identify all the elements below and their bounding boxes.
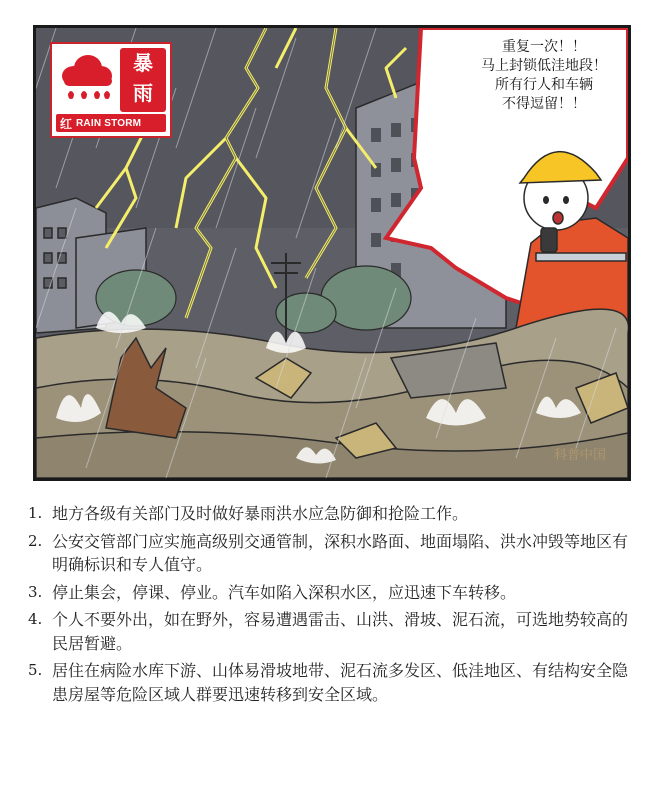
list-item-number: 1. (28, 504, 43, 522)
speech-line-3: 所有行人和车辆 (495, 77, 593, 93)
warning-label: RAIN STORM (76, 117, 142, 129)
list-item (28, 502, 632, 526)
list-item-number: 3. (28, 582, 43, 601)
speech-line-4: 不得逗留！！ (502, 96, 586, 112)
list-item (28, 530, 632, 577)
speech-line-1: 重复一次！！ (502, 39, 586, 55)
warning-level: 红 (59, 116, 72, 131)
comic-panel (33, 25, 631, 481)
cloud-rain-icon (56, 48, 116, 112)
list-item-text: 个人不要外出，如在野外，容易遭遇雷击、山洪、滑坡、泥石流，可选地势较高的民居暂避。 (52, 610, 629, 653)
speech-text (454, 38, 631, 114)
list-item-text: 地方各级有关部门及时做好暴雨洪水应急防御和抢险工作。 (52, 504, 469, 523)
warning-char-bottom: 雨 (133, 81, 153, 105)
safety-advice-list (28, 502, 632, 710)
list-item (28, 581, 632, 605)
warning-level-bar (56, 114, 166, 132)
list-item (28, 608, 632, 655)
warning-char-top: 暴 (133, 51, 153, 75)
list-item-number: 2. (28, 531, 43, 550)
list-item-text: 公安交管部门应实施高级别交通管制，深积水路面、地面塌陷、洪水冲毁等地区有明确标识和专人值守。 (52, 531, 629, 574)
watermark: 科普中国 (554, 448, 607, 463)
list-item-text: 居住在病险水库下游、山体易滑坡地带、泥石流多发区、低洼地区、有结构安全隐患房屋等危险区域人群要迅速转移到安全区域。 (52, 661, 629, 704)
list-item-number: 5. (28, 661, 43, 679)
rainstorm-warning-badge (50, 42, 172, 138)
speech-line-2: 马上封锁低洼地段！ (481, 58, 607, 74)
list-item (28, 659, 632, 706)
warning-title (120, 48, 166, 112)
list-item-number: 4. (28, 610, 43, 628)
list-item-text: 停止集会，停课、停业。汽车如陷入深积水区，应迅速下车转移。 (52, 582, 517, 602)
